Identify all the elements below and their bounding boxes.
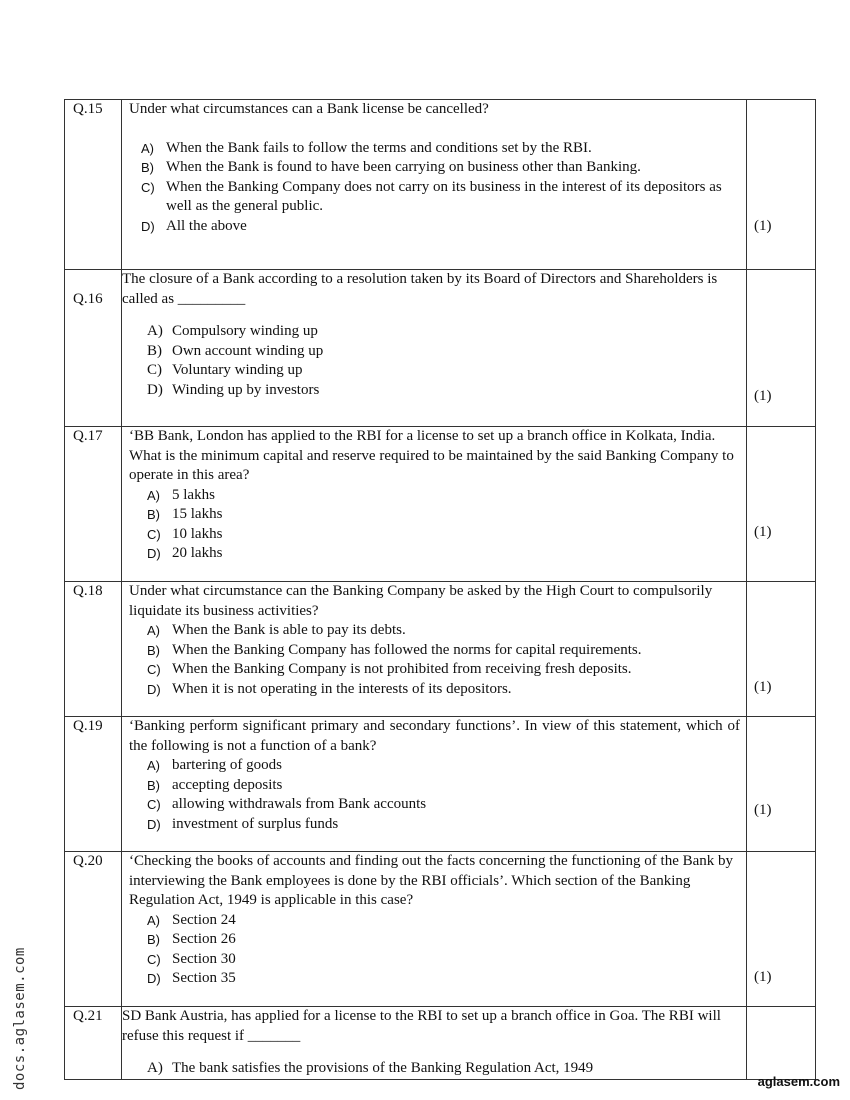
option-item [147, 621, 746, 641]
option-label: C) [141, 179, 155, 195]
options-list [122, 139, 746, 237]
options-list [122, 756, 746, 834]
option-item [147, 756, 746, 776]
option-text: When it is not operating in the interests of its depositors. [172, 680, 512, 697]
option-item [147, 911, 746, 931]
option-text: bartering of goods [172, 757, 282, 773]
option-item [147, 322, 746, 342]
option-label: B) [141, 160, 154, 175]
question-row [65, 100, 816, 270]
options-list [122, 322, 746, 400]
option-item [147, 950, 746, 970]
option-item [147, 486, 746, 506]
option-text: When the Bank is found to have been carrying on business other than Banking. [166, 159, 641, 175]
side-watermark: docs.aglasem.com [12, 947, 28, 1090]
option-label: A) [147, 623, 160, 638]
option-text: 20 lakhs [172, 545, 223, 561]
option-label: A) [141, 140, 154, 156]
option-label: C) [147, 797, 161, 812]
option-item [141, 217, 746, 237]
option-text: Section 35 [172, 970, 236, 986]
option-label: C) [147, 526, 161, 542]
question-number: Q.17 [73, 428, 103, 444]
option-text: When the Banking Company has followed the norms for capital requirements. [172, 641, 642, 658]
question-row [65, 852, 816, 1007]
option-label: B) [147, 932, 160, 947]
option-label: D) [147, 381, 163, 398]
option-text: When the Banking Company does not carry on its business in the interest of its depositors as well as the general public. [166, 178, 722, 214]
option-label: D) [147, 681, 161, 697]
options-list [122, 486, 746, 564]
option-item [141, 178, 746, 217]
option-text: All the above [166, 217, 247, 234]
option-label: D) [147, 816, 161, 832]
option-text: Own account winding up [172, 342, 324, 359]
option-label: A) [147, 758, 160, 773]
question-row [65, 270, 816, 427]
question-stem: ‘Banking perform significant primary and secondary functions’. In view of this statement, which of the following is not a function of a bank? [129, 718, 740, 754]
option-label: D) [147, 546, 161, 561]
option-item [147, 381, 746, 401]
corner-watermark: aglasem.com [757, 1074, 840, 1089]
option-text: The bank satisfies the provisions of the Banking Regulation Act, 1949 [172, 1060, 594, 1076]
question-row [65, 717, 816, 852]
question-number: Q.20 [73, 853, 103, 869]
mark-value: (1) [754, 679, 772, 695]
questions-table [64, 99, 816, 1080]
option-label: B) [147, 507, 160, 522]
option-item [147, 815, 746, 835]
option-text: 15 lakhs [172, 506, 223, 522]
option-item [147, 342, 746, 362]
question-row [65, 582, 816, 717]
option-item [147, 544, 746, 564]
option-item [147, 969, 746, 989]
question-stem: SD Bank Austria, has applied for a license to the RBI to set up a branch office in Goa. The RBI will refuse this request if _______ [122, 1008, 721, 1044]
question-number: Q.15 [73, 101, 103, 117]
options-list [122, 911, 746, 989]
option-text: When the Bank is able to pay its debts. [172, 622, 406, 638]
option-label: D) [141, 218, 155, 234]
option-text: Section 30 [172, 950, 236, 967]
options-list [122, 1059, 746, 1079]
question-number: Q.21 [73, 1008, 103, 1024]
mark-value: (1) [754, 802, 772, 818]
option-text: allowing withdrawals from Bank accounts [172, 796, 427, 812]
question-stem: ‘Checking the books of accounts and finding out the facts concerning the functioning of the Bank by interviewing the Bank employees is done by the RBI officials’. Which section of the Banking Regulation Act, 1949 is applicable in this case? [129, 853, 734, 908]
question-number: Q.19 [73, 718, 103, 734]
option-label: C) [147, 951, 161, 967]
mark-value: (1) [754, 388, 772, 404]
question-stem: Under what circumstance can the Banking Company be asked by the High Court to compulsorily liquidate its business activities? [129, 583, 713, 619]
option-item [147, 525, 746, 545]
option-text: 10 lakhs [172, 525, 223, 542]
question-row [65, 1007, 816, 1080]
question-number: Q.18 [73, 583, 103, 599]
question-row [65, 427, 816, 582]
option-item [147, 680, 746, 700]
option-label: B) [147, 342, 162, 359]
option-text: Section 24 [172, 911, 236, 928]
option-item [147, 1059, 746, 1079]
option-item [147, 660, 746, 680]
option-item [147, 795, 746, 815]
option-label: A) [147, 912, 160, 928]
option-label: B) [147, 777, 160, 793]
mark-value: (1) [754, 218, 772, 234]
option-item [147, 930, 746, 950]
question-stem: Under what circumstances can a Bank license be cancelled? [129, 101, 489, 117]
option-text: Compulsory winding up [172, 323, 318, 339]
option-text: Section 26 [172, 931, 236, 947]
option-label: A) [147, 487, 160, 503]
option-text: Winding up by investors [172, 381, 320, 398]
mark-value: (1) [754, 524, 772, 540]
question-number: Q.16 [73, 291, 103, 307]
option-text: 5 lakhs [172, 486, 215, 503]
option-label: C) [147, 662, 161, 677]
option-label: A) [147, 323, 163, 339]
option-item [147, 641, 746, 661]
option-text: When the Bank fails to follow the terms and conditions set by the RBI. [166, 139, 592, 156]
option-text: Voluntary winding up [172, 362, 303, 378]
options-list [122, 621, 746, 699]
option-item [141, 158, 746, 178]
option-label: B) [147, 642, 160, 658]
option-label: C) [147, 362, 162, 378]
option-label: D) [147, 971, 161, 986]
option-item [147, 776, 746, 796]
option-text: investment of surplus funds [172, 815, 339, 832]
mark-value: (1) [754, 969, 772, 985]
option-text: When the Banking Company is not prohibited from receiving fresh deposits. [172, 661, 632, 677]
option-text: accepting deposits [172, 776, 283, 793]
question-stem: ‘BB Bank, London has applied to the RBI for a license to set up a branch office in Kolkata, India. What is the minimum capital and reserve required to be maintained by the said Banking Company to operate in this area? [129, 428, 734, 483]
option-item [147, 505, 746, 525]
option-item [147, 361, 746, 381]
option-item [141, 139, 746, 159]
option-label: A) [147, 1060, 163, 1076]
question-stem: The closure of a Bank according to a resolution taken by its Board of Directors and Shareholders is called as _________ [122, 271, 718, 307]
